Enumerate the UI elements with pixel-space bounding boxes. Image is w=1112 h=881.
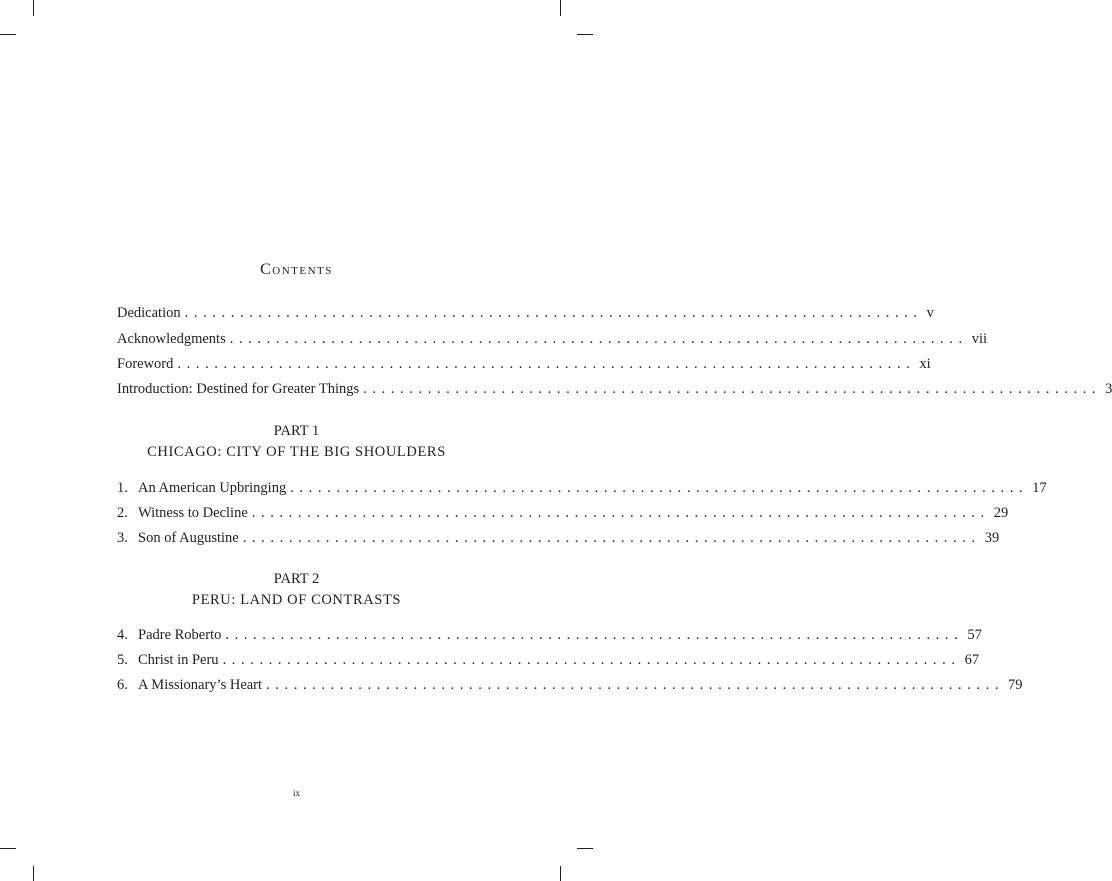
crop-mark-top-left-horizontal [0,34,16,35]
crop-mark-bottom-left-vertical [33,866,34,881]
crop-mark-top-right-vertical [560,0,561,16]
chapter-number: 4. [117,627,128,643]
chapter-number: 3. [117,530,128,546]
toc-page-number: xi [919,356,931,372]
toc-page-number: v [926,305,934,321]
toc-page-number: 17 [1032,480,1047,496]
toc-entry-text: Foreword [117,356,174,372]
toc-chapter-5[interactable] [117,652,980,672]
crop-mark-bottom-right-vertical [560,866,561,881]
toc-entry-text: Witness to Decline [138,505,248,521]
dot-leader: ................................................................................ [225,627,964,643]
toc-page-number: 3 [1105,381,1112,397]
dot-leader: ................................................................................ [242,530,981,546]
chapter-number: 2. [117,505,128,521]
toc-chapter-4[interactable] [117,627,982,647]
crop-mark-top-right-horizontal [577,34,593,35]
dot-leader: ................................................................................ [363,381,1102,397]
toc-page-number: 57 [967,627,982,643]
toc-entry-text: An American Upbringing [138,480,287,496]
dot-leader: ................................................................................ [184,305,923,321]
toc-entry-dedication[interactable] [117,305,934,325]
toc-page-number: 79 [1008,677,1023,693]
toc-chapter-1[interactable] [117,480,1047,500]
crop-mark-bottom-right-horizontal [577,848,593,849]
toc-page-number: 67 [964,652,980,668]
chapter-number: 1. [117,480,128,496]
toc-page-number: vii [971,331,988,347]
page-number-folio: ix [292,788,300,798]
part-1-label: PART 1 [273,423,320,439]
toc-page-number: 29 [993,505,1009,521]
toc-entry-text: A Missionary’s Heart [138,677,263,693]
dot-leader: ................................................................................ [177,356,916,372]
crop-mark-bottom-left-horizontal [0,848,16,849]
toc-entry-text: Acknowledgments [117,331,226,347]
toc-entry-text: Introduction: Destined for Greater Things [117,381,360,397]
toc-page-number: 39 [984,530,1000,546]
toc-chapter-6[interactable] [117,677,1023,697]
toc-entry-introduction[interactable] [117,381,1112,401]
page-title: Contents [260,261,333,278]
dot-leader: ................................................................................ [229,331,968,347]
toc-entry-text: Dedication [117,305,181,321]
dot-leader: ................................................................................ [251,505,990,521]
chapter-number: 6. [117,677,128,693]
toc-entry-text: Padre Roberto [138,627,222,643]
toc-entry-acknowledgments[interactable] [117,331,988,351]
toc-entry-text: Son of Augustine [138,530,239,546]
toc-chapter-2[interactable] [117,505,1009,525]
dot-leader: ................................................................................ [290,480,1029,496]
toc-chapter-3[interactable] [117,530,1000,550]
dot-leader: ................................................................................ [222,652,961,668]
toc-entry-text: Christ in Peru [138,652,219,668]
part-2-label: PART 2 [273,571,320,587]
chapter-number: 5. [117,652,128,668]
part-1-title: CHICAGO: CITY OF THE BIG SHOULDERS [147,444,446,460]
dot-leader: ................................................................................ [266,677,1005,693]
crop-mark-top-left-vertical [33,0,34,16]
toc-entry-foreword[interactable] [117,356,931,376]
part-2-title: PERU: LAND OF CONTRASTS [191,592,402,608]
